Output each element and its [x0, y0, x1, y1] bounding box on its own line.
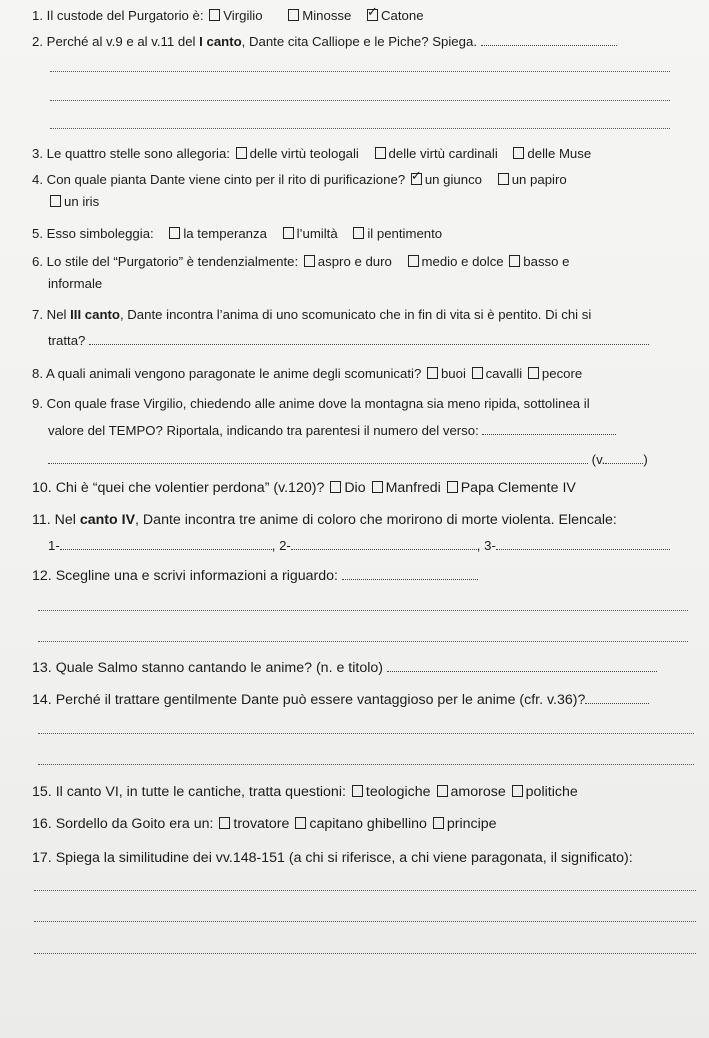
option-label: pecore [541, 366, 583, 381]
option-label: l’umiltà [296, 226, 338, 241]
checkbox[interactable] [427, 367, 438, 379]
answer-line[interactable] [34, 953, 696, 954]
answer-line[interactable] [89, 343, 649, 345]
option-label: cavalli [485, 366, 523, 381]
checkbox[interactable] [353, 227, 364, 239]
checkbox[interactable] [330, 481, 341, 493]
checkbox[interactable] [375, 147, 386, 159]
answer-line[interactable] [38, 641, 688, 642]
question-6-cont: informale [48, 276, 103, 291]
checkbox[interactable] [447, 481, 458, 493]
answer-line[interactable] [48, 462, 588, 464]
question-17: 17. Spiega la similitudine dei vv.148-151 (a chi si riferisce, a chi viene paragonata, il significato): [32, 850, 633, 866]
question-4: 4. Con quale pianta Dante viene cinto per il rito di purificazione? ✓ un giunco un papiro [32, 172, 567, 188]
question-9-cont: valore del TEMPO? Riportala, indicando tra parentesi il numero del verso: [48, 423, 616, 439]
answer-line[interactable] [342, 578, 478, 580]
option-label: Minosse [302, 8, 352, 23]
question-3: 3. Le quattro stelle sono allegoria: delle virtù teologali delle virtù cardinali delle Muse [32, 146, 592, 161]
option-label: politiche [525, 784, 578, 800]
checkbox[interactable] [219, 817, 230, 829]
question-14: 14. Perché il trattare gentilmente Dante può essere vantaggioso per le anime (cfr. v.36)? [32, 692, 649, 708]
option-label: basso e [523, 254, 570, 269]
option-label: il pentimento [367, 226, 443, 241]
option-label: principe [446, 816, 497, 832]
checkbox[interactable] [304, 255, 315, 267]
answer-line[interactable] [50, 100, 670, 101]
answer-line[interactable] [34, 890, 696, 891]
checkbox[interactable] [408, 255, 419, 267]
question-8: 8. A quali animali vengono paragonate le anime degli scomunicati? buoi cavalli pecore [32, 366, 583, 381]
option-label: delle Muse [527, 146, 592, 161]
answer-line[interactable] [291, 548, 477, 550]
option-label: delle virtù cardinali [388, 146, 498, 161]
option-label: un giunco [424, 172, 483, 187]
checkbox[interactable] [512, 785, 523, 797]
answer-line[interactable] [50, 71, 670, 72]
option-label: Papa Clemente IV [460, 480, 576, 496]
question-2: 2. Perché al v.9 e al v.11 del I canto, Dante cita Calliope e le Piche? Spiega. [32, 34, 617, 50]
checked-checkbox[interactable] [411, 173, 422, 185]
answer-line[interactable] [482, 433, 616, 435]
option-label: la temperanza [183, 226, 267, 241]
checkbox[interactable] [352, 785, 363, 797]
question-5: 5. Esso simboleggia: la temperanza l’umiltà il pentimento [32, 226, 443, 241]
checkbox[interactable] [472, 367, 483, 379]
checkbox[interactable] [498, 173, 509, 185]
checkbox[interactable] [50, 195, 61, 207]
option-label: un papiro [511, 172, 567, 187]
answer-line[interactable] [38, 610, 688, 611]
answer-line[interactable] [60, 548, 272, 550]
verse-number-field[interactable] [605, 462, 643, 464]
question-4-cont [48, 194, 99, 210]
checkbox[interactable] [513, 147, 524, 159]
question-12: 12. Scegline una e scrivi informazioni a riguardo: [32, 568, 478, 584]
option-label: Virgilio [223, 8, 263, 23]
question-11-list: 1- , 2- , 3- [48, 538, 670, 554]
checkbox[interactable] [295, 817, 306, 829]
question-10: 10. Chi è “quei che volentier perdona” (v.120)? Dio Manfredi Papa Clemente IV [32, 480, 576, 496]
option-label: delle virtù teologali [249, 146, 359, 161]
option-label: Catone [381, 8, 424, 23]
checked-checkbox[interactable] [367, 9, 378, 21]
question-11: 11. Nel canto IV, Dante incontra tre anime di coloro che morirono di morte violenta. Elencale: [32, 512, 617, 528]
checkbox[interactable] [169, 227, 180, 239]
question-6: 6. Lo stile del “Purgatorio” è tendenzialmente: aspro e duro medio e dolce basso e [32, 254, 570, 269]
option-label: Manfredi [385, 480, 441, 496]
option-label: un iris [64, 194, 100, 209]
question-16: 16. Sordello da Goito era un: trovatore capitano ghibellino principe [32, 816, 497, 832]
option-label: aspro e duro [317, 254, 392, 269]
answer-line[interactable] [34, 921, 696, 922]
question-13: 13. Quale Salmo stanno cantando le anime? (n. e titolo) [32, 660, 657, 676]
checkbox[interactable] [437, 785, 448, 797]
option-label: trovatore [233, 816, 290, 832]
answer-line[interactable] [496, 548, 670, 550]
option-label: medio e dolce [421, 254, 504, 269]
option-label: capitano ghibellino [309, 816, 427, 832]
option-label: teologiche [365, 784, 431, 800]
checkbox[interactable] [528, 367, 539, 379]
option-label: amorose [450, 784, 506, 800]
checkbox[interactable] [283, 227, 294, 239]
checkbox[interactable] [288, 9, 299, 21]
answer-line[interactable] [387, 670, 657, 672]
question-1: 1. Il custode del Purgatorio è: Virgilio Minosse ✓ Catone [32, 8, 424, 24]
checkbox[interactable] [372, 481, 383, 493]
checkbox[interactable] [509, 255, 520, 267]
answer-line[interactable] [481, 44, 617, 46]
answer-line[interactable] [38, 733, 694, 734]
option-label: Dio [344, 480, 366, 496]
checkbox[interactable] [433, 817, 444, 829]
question-9-verse-line: (v. ) [48, 452, 648, 468]
checkbox[interactable] [209, 9, 220, 21]
answer-line[interactable] [585, 702, 649, 704]
option-label: buoi [440, 366, 466, 381]
question-1-text: Il custode del Purgatorio è: [46, 8, 204, 23]
question-15: 15. Il canto VI, in tutte le cantiche, tratta questioni: teologiche amorose politiche [32, 784, 578, 800]
answer-line[interactable] [50, 128, 670, 129]
question-7-cont: tratta? [48, 333, 649, 349]
answer-line[interactable] [38, 764, 694, 765]
question-9: 9. Con quale frase Virgilio, chiedendo alle anime dove la montagna sia meno ripida, sottolinea il [32, 396, 590, 411]
question-7: 7. Nel III canto, Dante incontra l’anima di uno scomunicato che in fin di vita si è pentito. Di chi si [32, 307, 592, 322]
checkbox[interactable] [236, 147, 247, 159]
